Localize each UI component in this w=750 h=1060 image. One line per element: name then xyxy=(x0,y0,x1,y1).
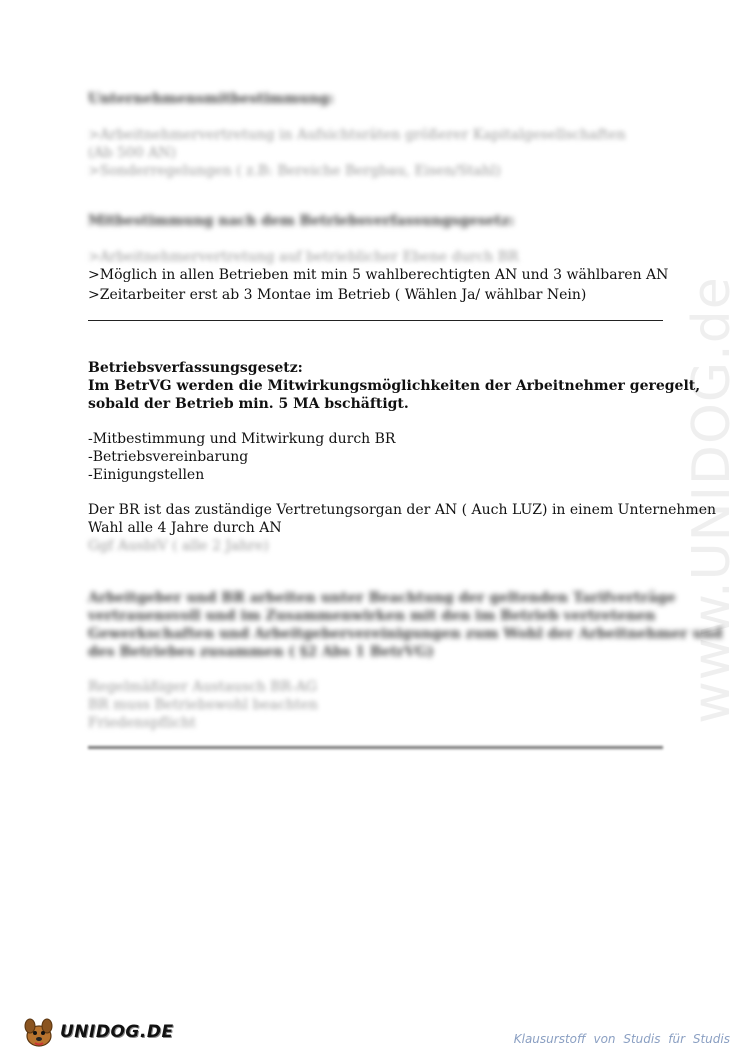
list-item: -Betriebsvereinbarung xyxy=(88,449,249,465)
section3-heading: Betriebsverfassungsgesetz: xyxy=(88,360,303,376)
list-item: -Einigungstellen xyxy=(88,467,205,483)
section4-bold-line: des Betriebes zusammen ( §2 Abs 1 BetrVG) xyxy=(88,644,434,660)
section4-line: Regelmäßiger Austausch BR-AG xyxy=(88,679,318,695)
watermark: www.UNIDOG.de xyxy=(682,276,742,724)
section4-line: BR muss Betriebswohl beachten xyxy=(88,697,318,713)
footer-tagline: Klausurstoff von Studis für Studis xyxy=(513,1032,730,1046)
list-item: -Mitbestimmung und Mitwirkung durch BR xyxy=(88,431,396,447)
section2-blurred-line: >Arbeitnehmervertretung auf betrieblicher Ebene durch BR xyxy=(88,249,519,265)
section4-bold-line: vertrauensvoll und im Zusammenwirken mit den im Betrieb vertretenen xyxy=(88,608,656,624)
section2-heading: Mitbestimmung nach dem Betriebsverfassungsgesetz: xyxy=(88,213,515,229)
section3-heading: Im BetrVG werden die Mitwirkungsmöglichkeiten der Arbeitnehmer geregelt, xyxy=(88,378,701,394)
dog-mascot-icon xyxy=(22,1016,56,1048)
section1-line: >Arbeitnehmervertretung in Aufsichtsräten größerer Kapitalgesellschaften xyxy=(88,127,626,143)
paragraph-line: Wahl alle 4 Jahre durch AN xyxy=(88,520,282,536)
logo-text: UNIDOG.DE xyxy=(60,1022,174,1042)
section4-line: Friedenspflicht xyxy=(88,715,196,731)
section1-line: >Sonderregelungen ( z.B: Bereiche Bergbau, Eisen/Stahl) xyxy=(88,163,501,179)
section3-heading: sobald der Betrieb min. 5 MA bschäftigt. xyxy=(88,396,409,412)
section3-blurred-line: Ggf AusbiV ( alle 2 Jahre) xyxy=(88,538,269,554)
unidog-logo[interactable] xyxy=(22,1016,174,1048)
section4-bold-line: Arbeitgeber und BR arbeiten unter Beachtung der geltenden Tarifverträge xyxy=(88,590,676,606)
section2-line: >Möglich in allen Betrieben mit min 5 wahlberechtigten AN und 3 wählbaren AN xyxy=(88,267,669,283)
divider xyxy=(88,320,663,321)
divider-blurred xyxy=(88,746,663,749)
paragraph-line: Der BR ist das zuständige Vertretungsorgan der AN ( Auch LUZ) in einem Unternehmen xyxy=(88,502,716,518)
section1-line: (Ab 500 AN) xyxy=(88,145,176,161)
section1-heading: Unternehmensmitbestimmung: xyxy=(88,91,335,107)
section2-line: >Zeitarbeiter erst ab 3 Montae im Betrieb ( Wählen Ja/ wählbar Nein) xyxy=(88,287,587,303)
section4-bold-line: Gewerkschaften und Arbeitgebervereinigungen zum Wohl der Arbeitnehmer und xyxy=(88,626,723,642)
